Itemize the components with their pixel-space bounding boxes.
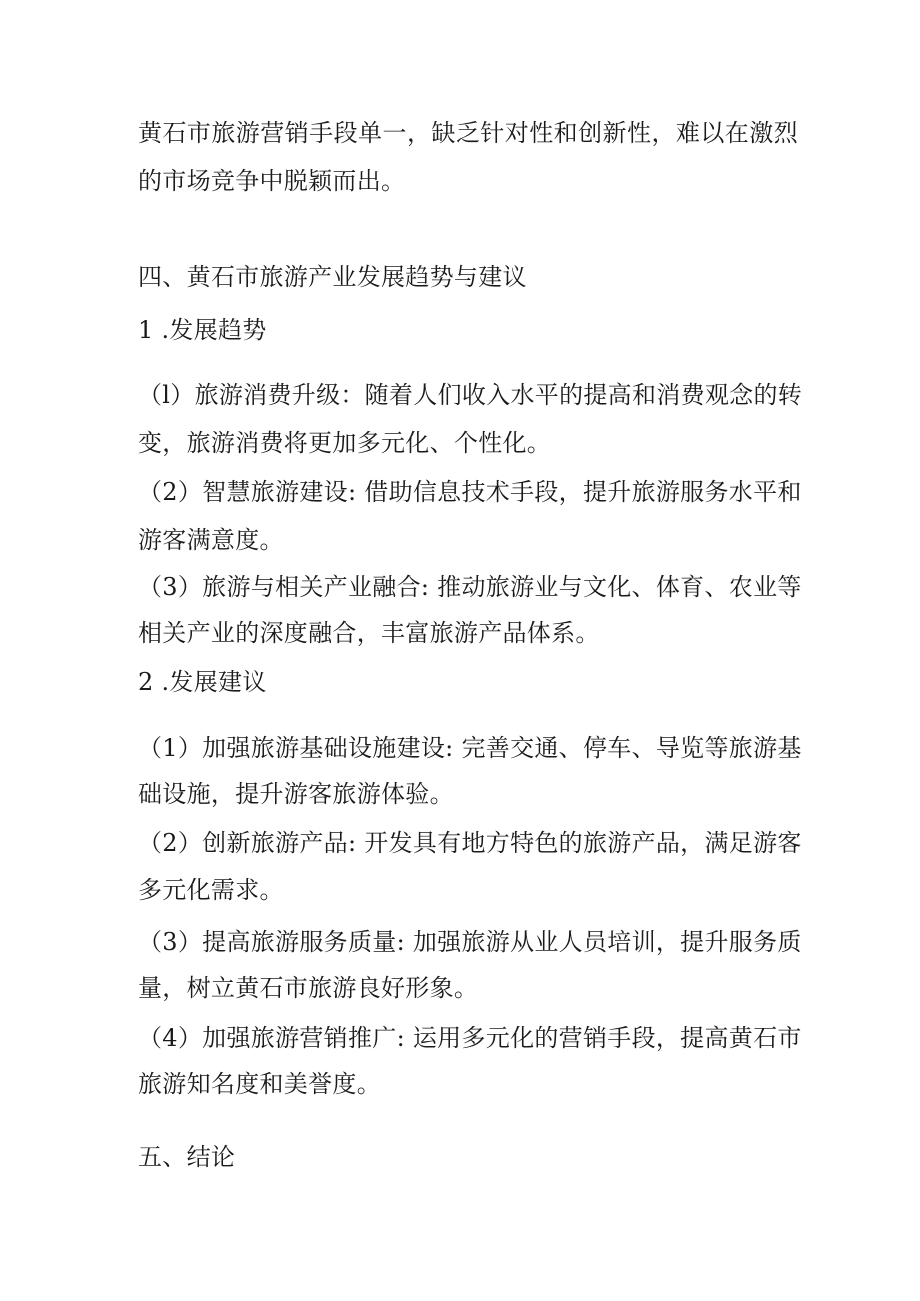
suggestion-item-4-line-1: （4）加强旅游营销推广: 运用多元化的营销手段，提高黄石市 [138, 1024, 802, 1052]
trend-item-2-line-2: 游客满意度。 [138, 526, 284, 554]
suggestion-item-1-line-1: （1）加强旅游基础设施建设: 完善交通、停车、导览等旅游基 [138, 734, 802, 762]
suggestion-item-2-line-2: 多元化需求。 [138, 876, 284, 904]
suggestion-item-1-line-2: 础设施，提升游客旅游体验。 [138, 780, 454, 808]
trend-item-1-line-1: （l）旅游消费升级：随着人们收入水平的提高和消费观念的转 [138, 381, 803, 409]
suggestion-item-2-line-1: （2）创新旅游产品: 开发具有地方特色的旅游产品，满足游客 [138, 829, 802, 857]
trend-item-2-line-1: （2）智慧旅游建设: 借助信息技术手段，提升旅游服务水平和 [138, 478, 802, 506]
intro-paragraph-line-2: 的市场竞争中脱颖而出。 [138, 167, 406, 195]
trend-item-3-line-1: （3）旅游与相关产业融合: 推动旅游业与文化、体育、农业等 [138, 573, 802, 601]
suggestion-item-3-line-1: （3）提高旅游服务质量: 加强旅游从业人员培训，提升服务质 [138, 928, 802, 956]
trend-item-3-line-2: 相关产业的深度融合，丰富旅游产品体系。 [138, 619, 600, 647]
section-4-heading: 四、黄石市旅游产业发展趋势与建议 [138, 263, 527, 291]
suggestions-heading: 2 .发展建议 [138, 668, 267, 696]
trends-heading: 1 .发展趋势 [138, 316, 267, 344]
section-5-heading: 五、结论 [138, 1143, 236, 1171]
suggestion-item-4-line-2: 旅游知名度和美誉度。 [138, 1070, 381, 1098]
intro-paragraph-line-1: 黄石市旅游营销手段单一，缺乏针对性和创新性，难以在激烈 [138, 119, 798, 147]
suggestion-item-3-line-2: 量，树立黄石市旅游良好形象。 [138, 974, 479, 1002]
trend-item-1-line-2: 变，旅游消费将更加多元化、个性化。 [138, 429, 552, 457]
